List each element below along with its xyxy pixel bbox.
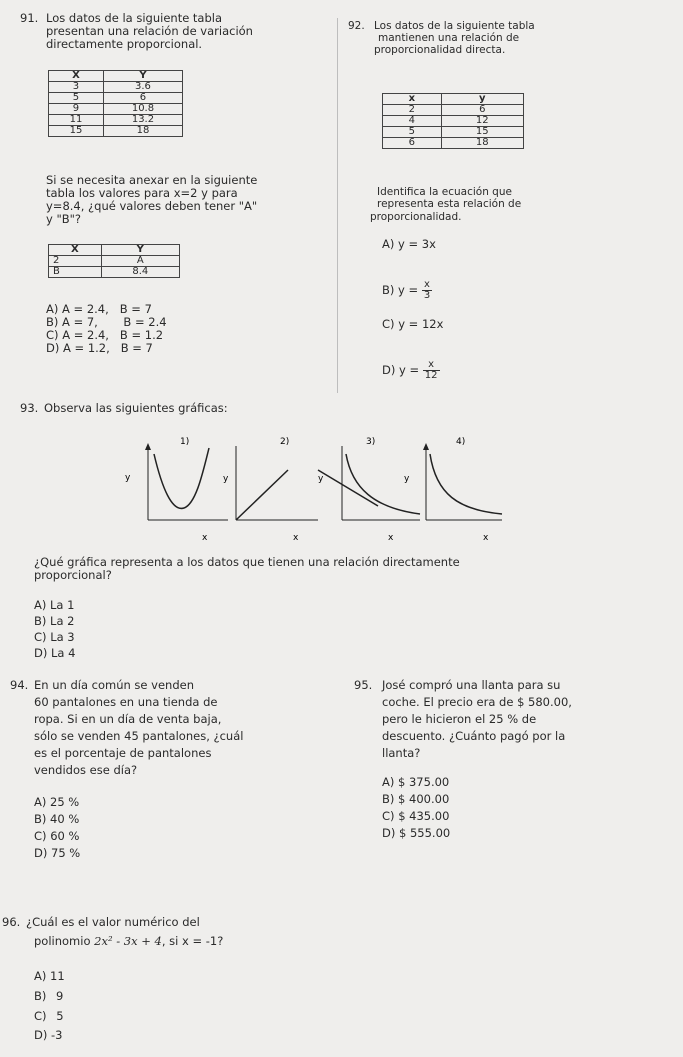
q93-title: Observa las siguientes gráficas: — [44, 401, 228, 415]
q91-line-2: presentan una relación de variación — [46, 24, 253, 38]
option-text: A = 2.4, B = 1.2 — [62, 328, 164, 342]
q94-option-b[interactable] — [34, 813, 79, 826]
option-text: $ 435.00 — [398, 809, 450, 823]
table-row — [49, 126, 183, 137]
option-letter: B) — [382, 792, 395, 806]
q94-line-4: sólo se venden 45 pantalones, ¿cuál — [34, 729, 244, 743]
option-letter: B) — [382, 283, 395, 297]
option-letter: B) — [34, 989, 47, 1003]
option-lhs: y = — [398, 237, 419, 251]
option-text: 9 — [56, 989, 64, 1003]
q94-line-1: En un día común se venden — [34, 678, 194, 692]
table-cell: A — [101, 256, 179, 267]
table-row — [383, 116, 524, 127]
q93-number: 93. — [20, 401, 39, 415]
option-letter: C) — [382, 317, 395, 331]
table-row — [49, 267, 180, 278]
option-letter: C) — [34, 630, 47, 644]
q91-line-1: Los datos de la siguiente tabla — [46, 11, 223, 25]
option-letter: A) — [382, 237, 395, 251]
option-text: 75 % — [51, 846, 81, 860]
q95-option-d[interactable] — [382, 827, 450, 840]
table-cell: 2 — [49, 256, 102, 267]
q91-table-1 — [48, 70, 183, 137]
table-row — [49, 104, 183, 115]
option-letter: D) — [382, 363, 396, 377]
fraction — [422, 280, 432, 301]
q94-line-2: 60 pantalones en una tienda de — [34, 695, 218, 709]
table-header: y — [441, 94, 523, 105]
option-text: -3 — [51, 1028, 63, 1042]
table-cell: 5 — [383, 127, 442, 138]
q96-option-b[interactable] — [34, 990, 63, 1003]
option-letter: B) — [34, 812, 47, 826]
q94-line-5: es el porcentaje de pantalones — [34, 746, 212, 760]
q92-question-2: representa esta relación de — [377, 198, 522, 210]
graph-4 — [404, 437, 502, 543]
q93-option-a[interactable] — [34, 599, 74, 612]
fraction-numerator: x — [422, 280, 432, 291]
q91-option-d[interactable] — [46, 342, 153, 355]
table-cell: 6 — [103, 93, 182, 104]
q95-option-a[interactable] — [382, 776, 449, 789]
graph-3 — [318, 437, 420, 543]
q95-option-b[interactable] — [382, 793, 449, 806]
option-text: La 4 — [51, 646, 76, 660]
option-text: La 2 — [50, 614, 75, 628]
graph-4-xlabel: x — [483, 533, 489, 543]
q91-question-1: Si se necesita anexar en la siguiente — [46, 173, 258, 187]
option-text: La 1 — [50, 598, 75, 612]
q92-option-a[interactable] — [382, 238, 436, 251]
parabola-curve — [154, 448, 209, 508]
option-letter: C) — [46, 328, 59, 342]
axis-arrow — [145, 443, 151, 450]
option-letter: D) — [46, 341, 60, 355]
option-text: La 3 — [50, 630, 75, 644]
q92-table — [382, 93, 524, 149]
q91-question-2: tabla los valores para x=2 y para — [46, 186, 238, 200]
graph-1-xlabel: x — [202, 533, 208, 543]
q94-line-3: ropa. Si en un día de venta baja, — [34, 712, 222, 726]
option-text: $ 400.00 — [398, 792, 450, 806]
option-text: A = 2.4, B = 7 — [62, 302, 152, 316]
option-letter: B) — [34, 614, 47, 628]
q92-line-3: proporcionalidad directa. — [374, 44, 506, 56]
table-row — [49, 256, 180, 267]
table-cell: 8.4 — [101, 267, 179, 278]
q92-option-b[interactable] — [382, 280, 432, 301]
q92-question-1: Identifica la ecuación que — [377, 186, 512, 198]
q95-line-5: llanta? — [382, 746, 421, 760]
table-cell: 6 — [441, 105, 523, 116]
option-letter: C) — [34, 829, 47, 843]
fraction — [423, 360, 440, 381]
q93-option-d[interactable] — [34, 647, 75, 660]
table-row — [383, 105, 524, 116]
option-text: A = 7, B = 2.4 — [62, 315, 167, 329]
table-cell: 4 — [383, 116, 442, 127]
table-header: Y — [103, 71, 182, 82]
q94-option-c[interactable] — [34, 830, 79, 843]
table-row — [49, 93, 183, 104]
table-cell: 9 — [49, 104, 104, 115]
table-cell: 18 — [103, 126, 182, 137]
graph-2-label: 2) — [280, 437, 290, 447]
q91-question-3: y=8.4, ¿qué valores deben tener "A" — [46, 199, 258, 213]
option-lhs: y = — [398, 317, 419, 331]
q93-graphs — [108, 428, 503, 546]
q92-line-1: Los datos de la siguiente tabla — [374, 20, 535, 32]
q95-number: 95. — [354, 678, 373, 692]
column-divider — [337, 18, 338, 393]
q96-polynomial: 2x² - 3x + 4 — [94, 934, 162, 948]
table-cell: 2 — [383, 105, 442, 116]
graph-1 — [125, 437, 228, 543]
hyperbola-curve — [430, 454, 502, 514]
option-text: 25 % — [50, 795, 80, 809]
q96-number: 96. — [2, 915, 21, 929]
q92-line-2: mantienen una relación de — [378, 32, 520, 44]
q96-option-c[interactable] — [34, 1010, 64, 1023]
graph-1-label: 1) — [180, 437, 190, 447]
table-row — [383, 127, 524, 138]
option-letter: C) — [382, 809, 395, 823]
table-cell: 3.6 — [103, 82, 182, 93]
q91-table-2 — [48, 244, 180, 278]
graph-2 — [223, 437, 318, 543]
line-through-origin — [236, 470, 288, 520]
table-cell: 5 — [49, 93, 104, 104]
fraction-denominator: 3 — [423, 290, 431, 301]
graph-1-ylabel: y — [125, 473, 131, 483]
table-row — [49, 115, 183, 126]
option-letter: A) — [46, 302, 59, 316]
table-cell: 15 — [49, 126, 104, 137]
option-text: 40 % — [50, 812, 80, 826]
q96-text-a: polinomio — [34, 934, 91, 948]
graph-4-ylabel: y — [404, 474, 410, 484]
table-cell: 12 — [441, 116, 523, 127]
q91-question-4: y "B"? — [46, 212, 82, 226]
table-header: Y — [101, 245, 179, 256]
option-letter: A) — [382, 775, 395, 789]
graph-4-label: 4) — [456, 437, 466, 447]
table-header: X — [49, 245, 102, 256]
q94-option-a[interactable] — [34, 796, 79, 809]
option-letter: D) — [34, 846, 48, 860]
fraction-denominator: 12 — [424, 370, 438, 381]
table-cell: 15 — [441, 127, 523, 138]
option-lhs: y = — [399, 363, 420, 377]
option-text: 60 % — [50, 829, 80, 843]
q96-text-b: , si x = -1? — [161, 934, 224, 948]
q91-number: 91. — [20, 11, 39, 25]
option-lhs: y = — [398, 283, 419, 297]
table-header: X — [49, 71, 104, 82]
q96-line-1: ¿Cuál es el valor numérico del — [26, 915, 200, 929]
fraction-numerator: x — [423, 360, 440, 371]
option-letter: D) — [382, 826, 396, 840]
graph-3-ylabel: y — [318, 474, 324, 484]
option-text: 11 — [50, 969, 65, 983]
graph-3-label: 3) — [366, 437, 376, 447]
q92-option-c[interactable] — [382, 318, 443, 331]
graph-2-ylabel: y — [223, 474, 229, 484]
table-cell: 3 — [49, 82, 104, 93]
q94-line-6: vendidos ese día? — [34, 763, 138, 777]
axis-arrow — [423, 443, 429, 450]
option-text: A = 1.2, B = 7 — [63, 341, 153, 355]
option-text: $ 375.00 — [398, 775, 450, 789]
q92-number: 92. — [348, 20, 365, 32]
table-cell: 13.2 — [103, 115, 182, 126]
q93-option-b[interactable] — [34, 615, 74, 628]
q96-line-2 — [34, 935, 223, 948]
option-letter: B) — [46, 315, 59, 329]
table-row — [49, 82, 183, 93]
option-text: $ 555.00 — [399, 826, 451, 840]
q94-number: 94. — [10, 678, 29, 692]
table-cell: 10.8 — [103, 104, 182, 115]
q95-option-c[interactable] — [382, 810, 449, 823]
table-cell: 6 — [383, 138, 442, 149]
option-text: 5 — [56, 1009, 64, 1023]
table-cell: B — [49, 267, 102, 278]
q96-option-a[interactable] — [34, 970, 65, 983]
decreasing-line — [318, 470, 378, 506]
q93-question-2: proporcional? — [34, 568, 112, 582]
q95-line-2: coche. El precio era de $ 580.00, — [382, 695, 572, 709]
option-expr: 3x — [421, 237, 436, 251]
table-cell: 18 — [441, 138, 523, 149]
option-letter: D) — [34, 1028, 48, 1042]
graph-3-xlabel: x — [388, 533, 394, 543]
table-cell: 11 — [49, 115, 104, 126]
q93-option-c[interactable] — [34, 631, 75, 644]
option-letter: C) — [34, 1009, 47, 1023]
q92-option-d[interactable] — [382, 360, 440, 381]
table-header: x — [383, 94, 442, 105]
graph-2-xlabel: x — [293, 533, 299, 543]
q95-line-4: descuento. ¿Cuánto pagó por la — [382, 729, 566, 743]
q95-line-3: pero le hicieron el 25 % de — [382, 712, 537, 726]
option-expr: 12x — [421, 317, 444, 331]
q96-option-d[interactable] — [34, 1029, 62, 1042]
option-letter: A) — [34, 598, 47, 612]
option-letter: A) — [34, 969, 47, 983]
q93-question-1: ¿Qué gráfica representa a los datos que tienen una relación directamente — [34, 555, 460, 569]
option-letter: D) — [34, 646, 48, 660]
q95-line-1: José compró una llanta para su — [382, 678, 561, 692]
hyperbola-curve — [346, 454, 420, 514]
q92-question-3: proporcionalidad. — [370, 211, 462, 223]
q94-option-d[interactable] — [34, 847, 80, 860]
q91-line-3: directamente proporcional. — [46, 37, 203, 51]
table-row — [383, 138, 524, 149]
option-letter: A) — [34, 795, 47, 809]
